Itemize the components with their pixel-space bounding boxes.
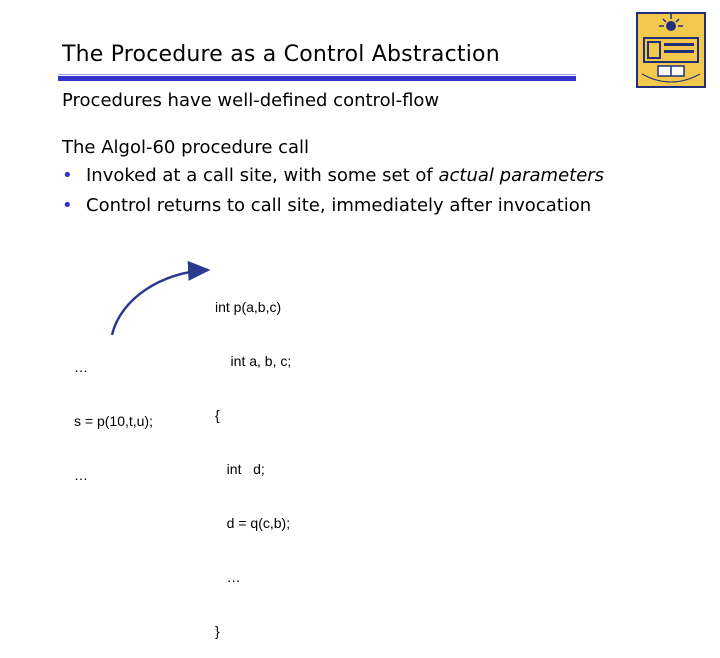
- slide-title: The Procedure as a Control Abstraction: [62, 42, 500, 67]
- bullet-dot-icon: •: [62, 195, 73, 216]
- slide-subtitle: Procedures have well-defined control-flow: [62, 90, 440, 111]
- code-line: s = p(10,t,u);: [74, 413, 153, 429]
- code-line: …: [74, 359, 88, 375]
- caller-code: [74, 322, 153, 502]
- code-line: …: [215, 569, 241, 585]
- bullet-text-prefix: Invoked at a call site, with some set of: [86, 165, 439, 186]
- code-line: int d;: [215, 461, 265, 477]
- code-line: }: [215, 623, 220, 639]
- code-line: {: [215, 407, 220, 423]
- bullet-dot-icon: •: [62, 165, 73, 186]
- body-heading: The Algol-60 procedure call: [62, 137, 310, 158]
- code-line: int a, b, c;: [215, 353, 292, 369]
- code-line: …: [74, 467, 88, 483]
- code-line: d = q(c,b);: [215, 515, 291, 531]
- code-line: int p(a,b,c): [215, 299, 282, 315]
- bullet-text-emphasis: actual parameters: [438, 165, 605, 186]
- bullet-text-prefix: Control returns to call site, immediately after invocation: [86, 195, 592, 216]
- callee-code: [215, 262, 291, 658]
